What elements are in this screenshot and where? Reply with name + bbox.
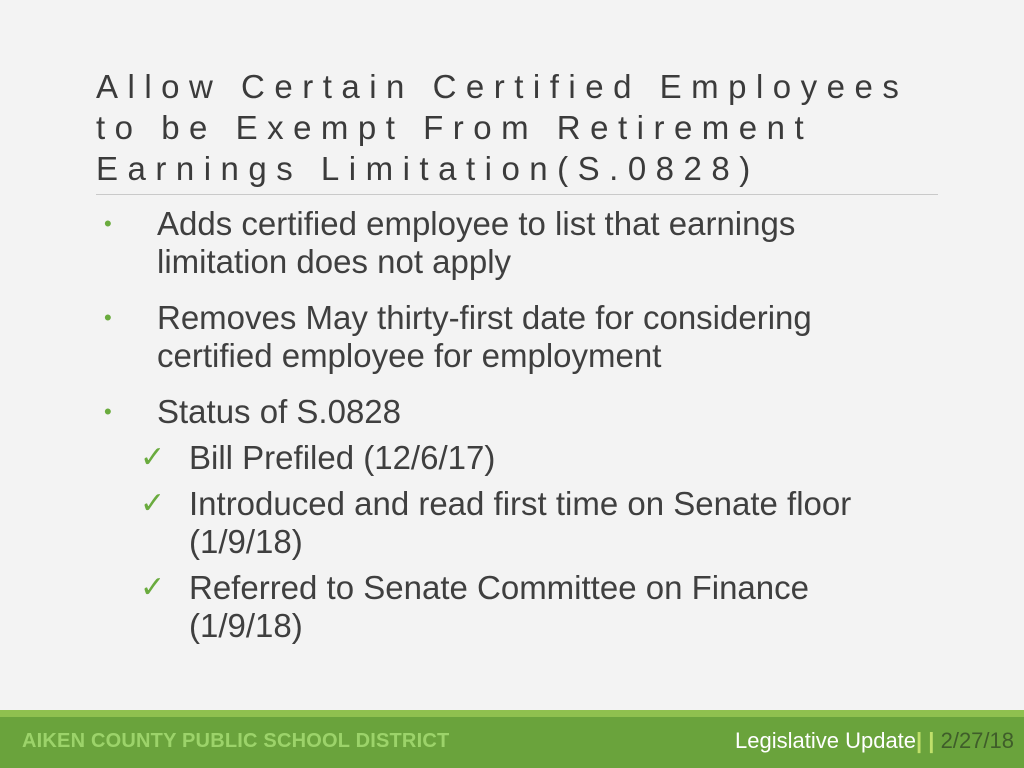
bullet-icon: • [104, 211, 112, 236]
title-divider [96, 194, 938, 195]
checkmark-icon: ✓ [140, 571, 166, 604]
district-name: AIKEN COUNTY PUBLIC SCHOOL DISTRICT [22, 730, 450, 752]
bullet-icon: • [104, 399, 112, 424]
bullet-text: Removes May thirty-first date for considering [157, 299, 812, 336]
footer-accent-bar [0, 710, 1024, 717]
slide-body [100, 205, 940, 645]
title-line-3: Earnings Limitation(S.0828) [96, 150, 760, 187]
footer [0, 717, 1024, 768]
bullet-item-1 [100, 205, 940, 281]
status-item-3 [100, 569, 940, 645]
title-line-2: to be Exempt From Retirement [96, 109, 814, 146]
bullet-text: certified employee for employment [157, 337, 662, 374]
bullet-text: Adds certified employee to list that earnings [157, 205, 796, 242]
status-text: (1/9/18) [189, 523, 303, 560]
footer-label: Legislative Update [735, 728, 917, 753]
checkmark-icon: ✓ [140, 441, 166, 474]
bullet-text: Status of S.0828 [157, 393, 402, 430]
status-text: Introduced and read first time on Senate floor [189, 485, 852, 522]
checkmark-icon: ✓ [140, 487, 166, 520]
bullet-item-3 [100, 393, 940, 431]
slide-title [96, 66, 956, 189]
status-text: Bill Prefiled (12/6/17) [189, 439, 496, 476]
bullet-item-2 [100, 299, 940, 375]
footer-date: 2/27/18 [940, 728, 1014, 753]
title-line-1: Allow Certain Certified Employees [96, 68, 909, 105]
footer-meta [735, 728, 1014, 754]
status-text: Referred to Senate Committee on Finance [189, 569, 809, 606]
footer-separator: | | [916, 728, 935, 753]
status-item-2 [100, 485, 940, 561]
status-text: (1/9/18) [189, 607, 303, 644]
bullet-icon: • [104, 305, 112, 330]
bullet-text: limitation does not apply [157, 243, 512, 280]
status-item-1 [100, 439, 940, 477]
